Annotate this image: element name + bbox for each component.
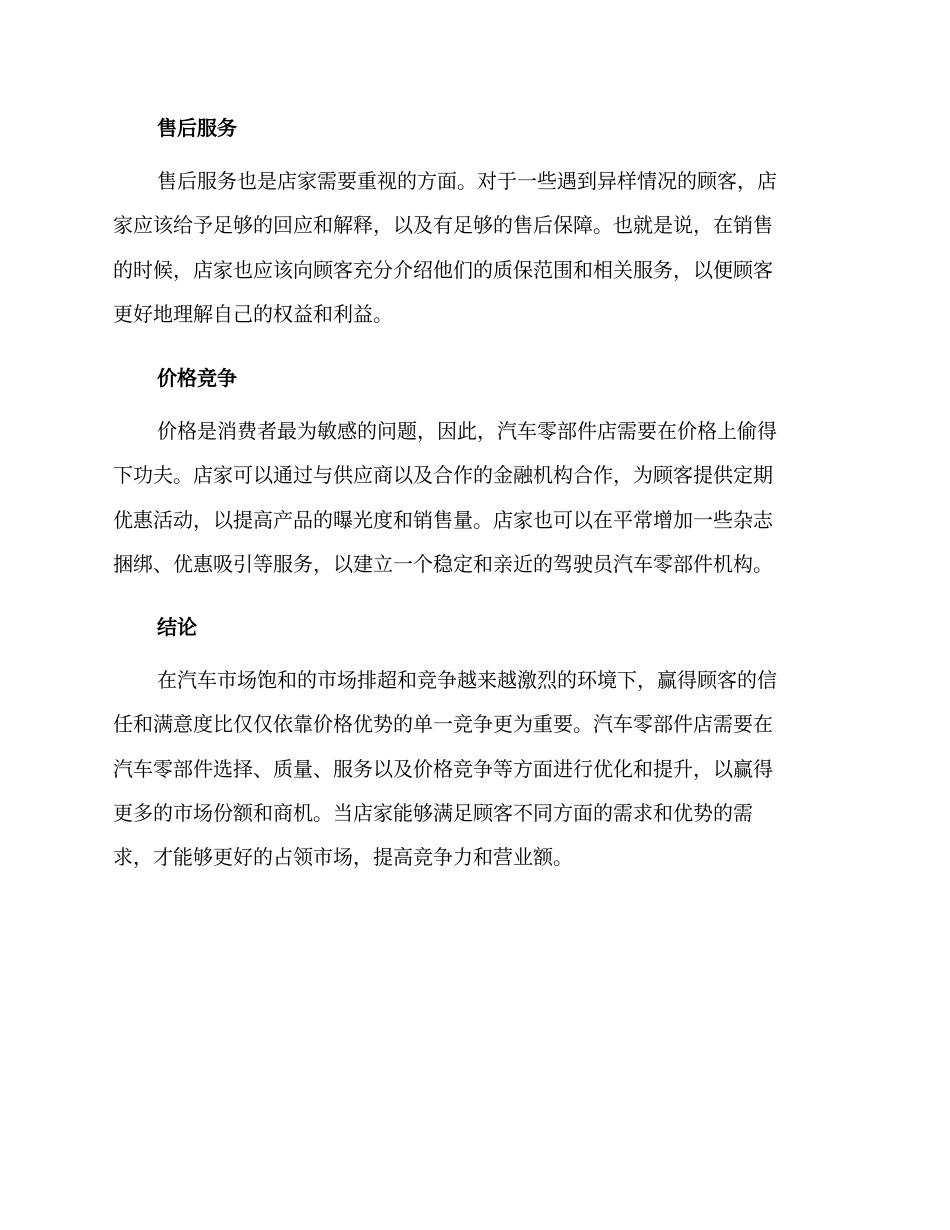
paragraph-line: 更多的市场份额和商机。当店家能够满足顾客不同方面的需求和优势的需 xyxy=(113,800,753,825)
paragraph-line: 的时候，店家也应该向顾客充分介绍他们的质保范围和相关服务，以便顾客 xyxy=(113,257,773,282)
paragraph-line: 家应该给予足够的回应和解释，以及有足够的售后保障。也就是说，在销售 xyxy=(113,213,773,238)
section-heading: 结论 xyxy=(157,615,197,639)
paragraph-line: 求，才能够更好的占领市场，提高竞争力和营业额。 xyxy=(113,845,573,870)
section-conclusion xyxy=(113,614,831,879)
section-heading: 售后服务 xyxy=(157,116,237,140)
paragraph-line: 任和满意度比仅仅依靠价格优势的单一竞争更为重要。汽车零部件店需要在 xyxy=(113,712,773,737)
paragraph-line: 下功夫。店家可以通过与供应商以及合作的金融机构合作，为顾客提供定期 xyxy=(113,463,773,488)
section-heading: 价格竞争 xyxy=(157,366,237,390)
paragraph-line: 捆绑、优惠吸引等服务，以建立一个稳定和亲近的驾驶员汽车零部件机构。 xyxy=(113,551,773,576)
section-paragraph xyxy=(113,159,831,336)
section-paragraph xyxy=(113,658,831,879)
paragraph-line: 更好地理解自己的权益和利益。 xyxy=(113,301,393,326)
paragraph-line: 价格是消费者最为敏感的问题，因此，汽车零部件店需要在价格上偷得 xyxy=(157,419,777,443)
section-price-competition xyxy=(113,365,831,586)
section-after-sales xyxy=(113,115,831,336)
paragraph-line: 售后服务也是店家需要重视的方面。对于一些遇到异样情况的顾客，店 xyxy=(157,169,777,193)
section-paragraph xyxy=(113,409,831,586)
paragraph-line: 汽车零部件选择、质量、服务以及价格竞争等方面进行优化和提升，以赢得 xyxy=(113,756,773,781)
paragraph-line: 在汽车市场饱和的市场排超和竞争越来越激烈的环境下，赢得顾客的信 xyxy=(157,668,777,692)
paragraph-line: 优惠活动，以提高产品的曝光度和销售量。店家也可以在平常增加一些杂志 xyxy=(113,507,773,532)
